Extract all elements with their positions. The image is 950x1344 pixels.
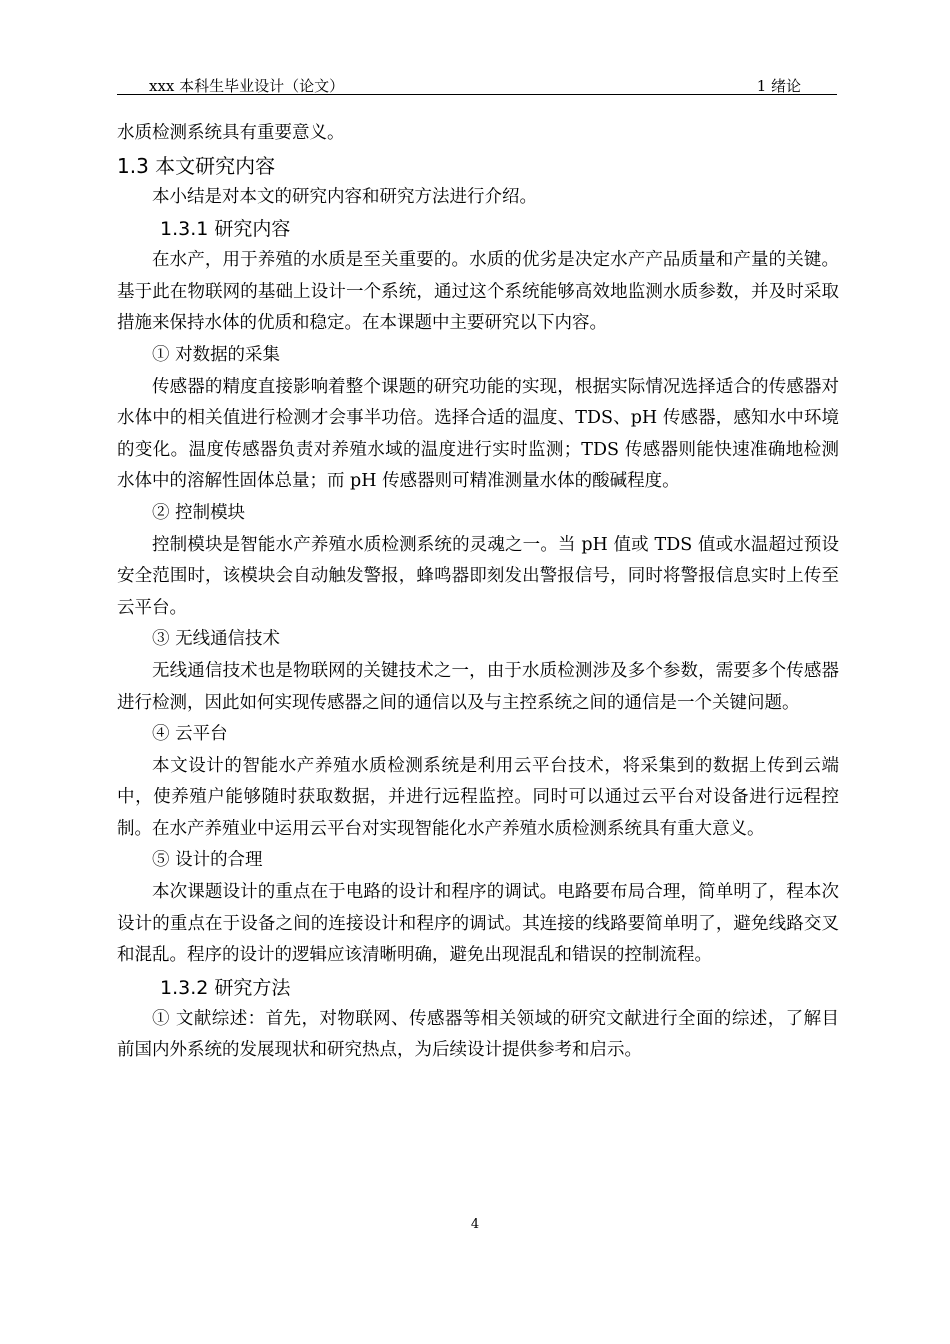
paragraph-intro: 本小结是对本文的研究内容和研究方法进行介绍。 (152, 186, 537, 207)
paragraph-sensors: 传感器的精度直接影响着整个课题的研究功能的实现，根据实际情况选择适合的传感器对水体中的相关值进行检测才会事半功倍。选择合适的温度、TDS、pH 传感器，感知水中环境的变化。温度传感器负责对养殖水域的温度进行实时监测；TDS 传感器则能快速准确地检测水体中的溶解性固体总量；而 pH 传感器则可精准测量水体的酸碱程度。 (117, 376, 839, 492)
paragraph-design: 本次课题设计的重点在于电路的设计和程序的调试。电路要布局合理，简单明了，程本次设计的重点在于设备之间的连接设计和程序的调试。其连接的线路要简单明了，避免线路交叉和混乱。程序的设计的逻辑应该清晰明确，避免出现混乱和错误的控制流程。 (117, 882, 839, 966)
list-item-cloud: ④ 云平台 (152, 724, 228, 745)
subsection-heading-1-3-2: 1.3.2 研究方法 (160, 976, 291, 999)
header-chapter-title: 1 绪论 (756, 77, 801, 95)
paragraph-control-module: 控制模块是智能水产养殖水质检测系统的灵魂之一。当 pH 值或 TDS 值或水温超过预设安全范围时，该模块会自动触发警报，蜂鸣器即刻发出警报信号，同时将警报信息实时上传至云平台。 (117, 534, 839, 618)
document-body (117, 118, 839, 1067)
paragraph-cloud: 本文设计的智能水产养殖水质检测系统是利用云平台技术，将采集到的数据上传到云端中，使养殖户能够随时获取数据，并进行远程监控。同时可以通过云平台对设备进行远程控制。在水产养殖业中运用云平台对实现智能化水产养殖水质检测系统具有重大意义。 (117, 755, 839, 839)
page-header (117, 74, 837, 95)
page-number: 4 (470, 1217, 480, 1232)
list-item-data-collection: ① 对数据的采集 (152, 344, 281, 365)
paragraph-continuation: 水质检测系统具有重要意义。 (117, 123, 345, 143)
list-item-design: ⑤ 设计的合理 (152, 850, 263, 871)
paragraph-research-background: 在水产，用于养殖的水质是至关重要的。水质的优劣是决定水产产品质量和产量的关键。基于此在物联网的基础上设计一个系统，通过这个系统能够高效地监测水质参数，并及时采取措施来保持水体的优质和稳定。在本课题中主要研究以下内容。 (117, 250, 839, 334)
paragraph-literature-review: ① 文献综述：首先，对物联网、传感器等相关领域的研究文献进行全面的综述，了解目前国内外系统的发展现状和研究热点，为后续设计提供参考和启示。 (117, 1008, 839, 1061)
list-item-control-module: ② 控制模块 (152, 502, 246, 523)
header-thesis-title: xxx 本科生毕业设计（论文） (149, 77, 345, 95)
subsection-heading-1-3-1: 1.3.1 研究内容 (160, 218, 291, 241)
paragraph-wireless: 无线通信技术也是物联网的关键技术之一，由于水质检测涉及多个参数，需要多个传感器进行检测，因此如何实现传感器之间的通信以及与主控系统之间的通信是一个关键问题。 (117, 660, 839, 713)
section-heading-1-3: 1.3 本文研究内容 (117, 153, 276, 178)
list-item-wireless: ③ 无线通信技术 (152, 629, 281, 650)
